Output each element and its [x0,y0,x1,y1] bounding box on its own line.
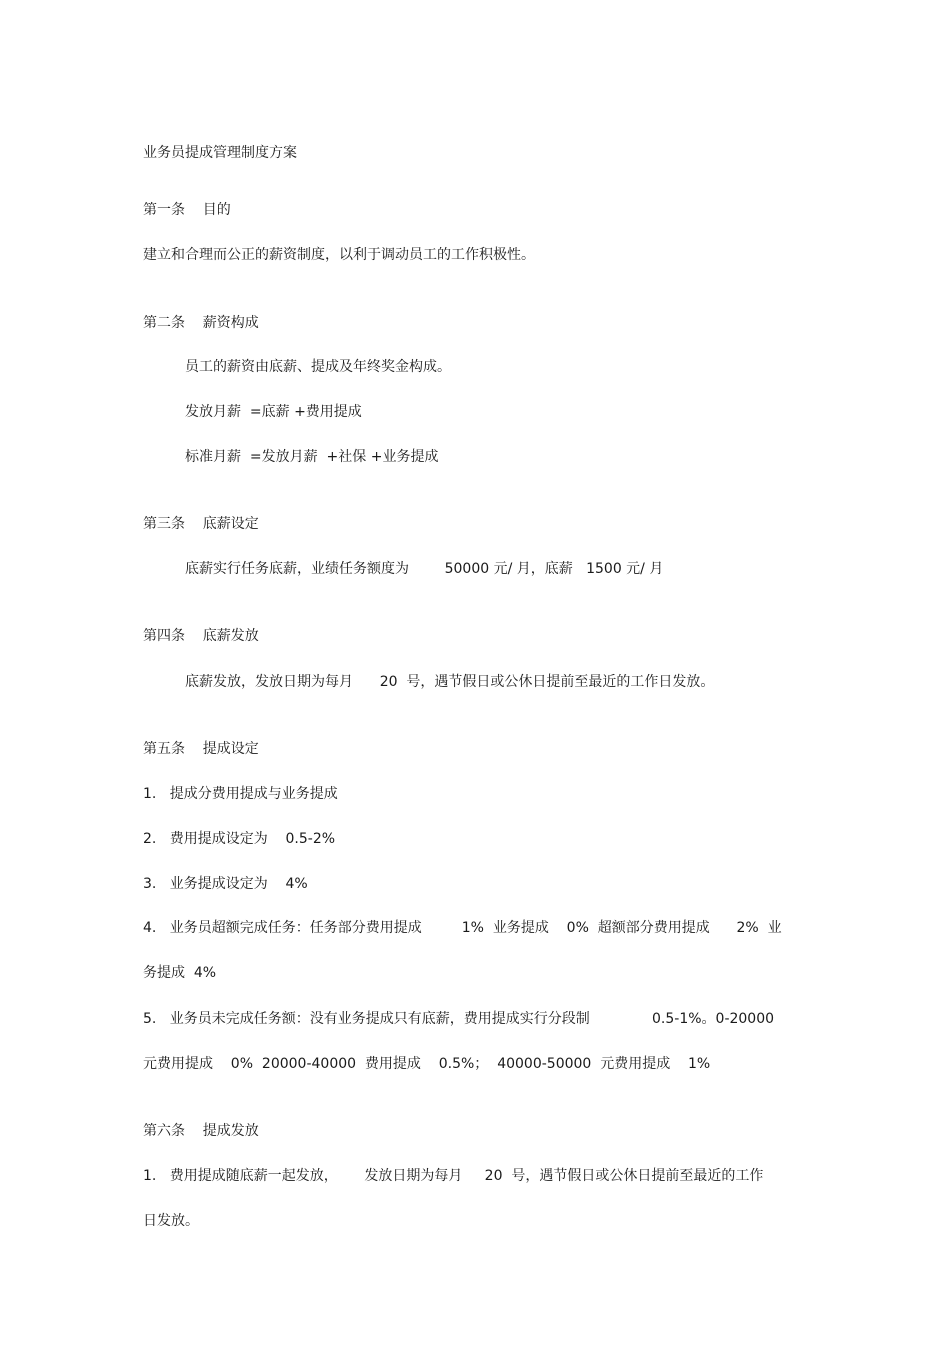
article-5-item-1: 1. 提成分费用提成与业务提成 [143,786,338,802]
article-5-item-5: 5. 业务员未完成任务额：没有业务提成只有底薪，费用提成实行分段制 0.5-1%。0-20000 [143,1011,775,1027]
article-1-heading: 第一条 目的 [143,202,231,218]
document-title: 业务员提成管理制度方案 [143,145,297,161]
article-2-text-3: 标准月薪 =发放月薪 +社保 +业务提成 [185,449,439,465]
article-3-heading: 第三条 底薪设定 [143,516,259,532]
article-5-item-4-cont: 务提成 4% [143,965,217,981]
article-2-text-1: 员工的薪资由底薪、提成及年终奖金构成。 [185,359,451,375]
article-4-heading: 第四条 底薪发放 [143,628,259,644]
article-6-item-1-cont: 日发放。 [143,1213,199,1229]
article-5-heading: 第五条 提成设定 [143,741,259,757]
article-2-text-2: 发放月薪 =底薪 +费用提成 [185,404,362,420]
article-1-text: 建立和合理而公正的薪资制度，以利于调动员工的工作积极性。 [143,247,535,263]
article-5-item-5-cont: 元费用提成 0% 20000-40000 费用提成 0.5%； 40000-50000 元费用提成 1% [143,1056,711,1072]
article-3-text: 底薪实行任务底薪，业绩任务额度为 50000 元/ 月，底薪 1500 元/ 月 [185,561,664,577]
article-6-item-1: 1. 费用提成随底薪一起发放， 发放日期为每月 20 号，遇节假日或公休日提前至最近的工作 [143,1168,764,1184]
article-5-item-3: 3. 业务提成设定为 4% [143,876,308,892]
article-5-item-2: 2. 费用提成设定为 0.5-2% [143,831,336,847]
article-6-heading: 第六条 提成发放 [143,1123,259,1139]
article-4-text: 底薪发放，发放日期为每月 20 号，遇节假日或公休日提前至最近的工作日发放。 [185,674,715,690]
article-2-heading: 第二条 薪资构成 [143,315,259,331]
article-5-item-4: 4. 业务员超额完成任务：任务部分费用提成 1% 业务提成 0% 超额部分费用提成 2% 业 [143,920,782,936]
